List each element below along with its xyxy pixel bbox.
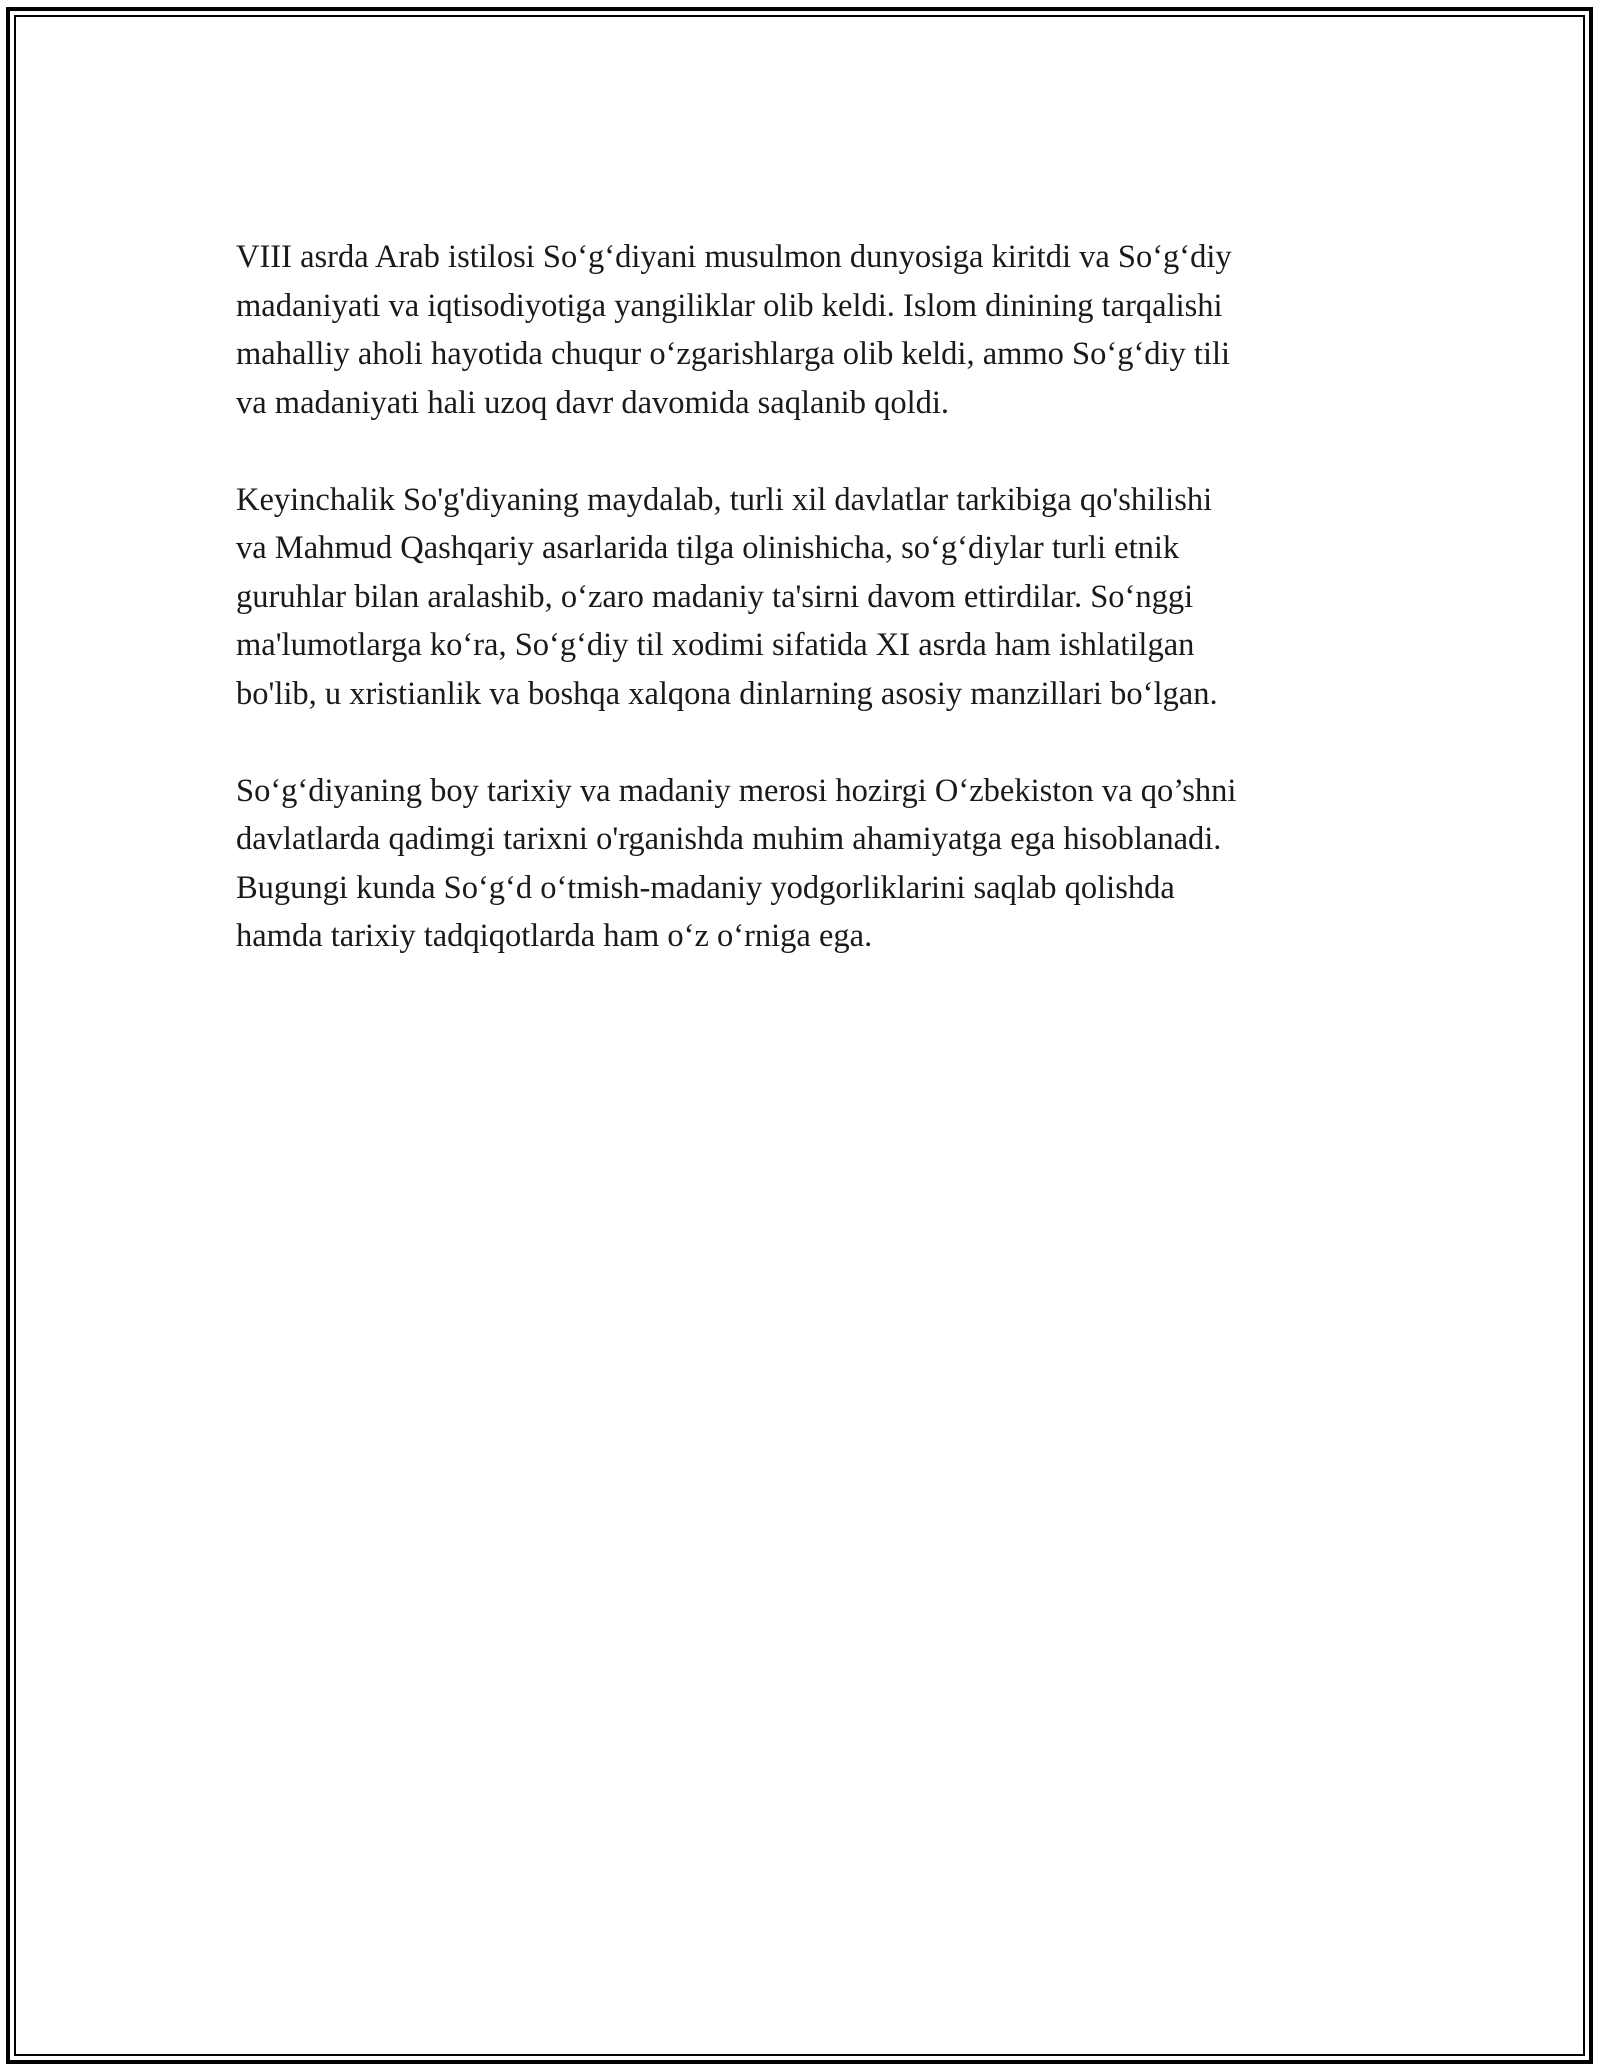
document-body [236, 233, 1376, 1009]
paragraph-1: VIII asrda Arab istilosi So‘g‘diyani musulmon dunyosiga kiritdi va So‘g‘diy madaniyati va iqtisodiyotiga yangiliklar olib keldi. Islom dinining tarqalishi mahalliy aholi hayotida chuqur o‘zgarishlarga olib keldi, ammo So‘g‘diy tili va madaniyati hali uzoq davr davomida saqlanib qoldi. [236, 239, 1232, 421]
paragraph-3: So‘g‘diyaning boy tarixiy va madaniy merosi hozirgi O‘zbekiston va qo’shni davlatlarda qadimgi tarixni o'rganishda muhim ahamiyatga ega hisoblanadi. Bugungi kunda So‘g‘d o‘tmish-madaniy yodgorliklarini saqlab qolishda hamda tarixiy tadqiqotlarda ham o‘z o‘rniga ega. [236, 772, 1237, 954]
paragraph-2: Keyinchalik So'g'diyaning maydalab, turli xil davlatlar tarkibiga qo'shilishi va Mahmud Qashqariy asarlarida tilga olinishicha, so‘g‘diylar turli etnik guruhlar bilan aralashib, o‘zaro madaniy ta'sirni davom ettirdilar. So‘nggi ma'lumotlarga ko‘ra, So‘g‘diy til xodimi sifatida XI asrda ham ishlatilgan bo'lib, u xristianlik va boshqa xalqona dinlarning asosiy manzillari bo‘lgan. [236, 481, 1218, 712]
